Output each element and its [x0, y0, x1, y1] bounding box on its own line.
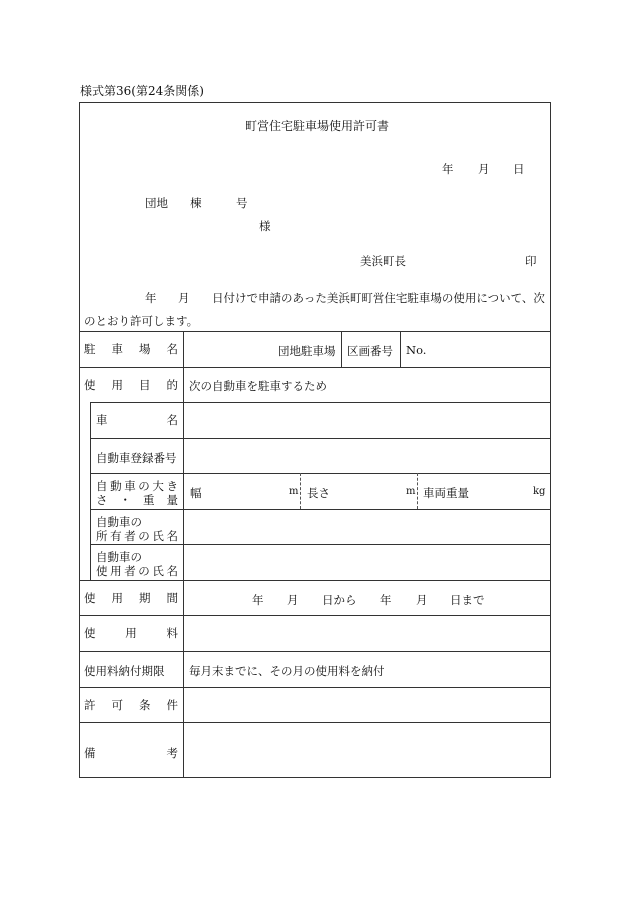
- period-end-day: 日まで: [450, 593, 485, 607]
- issuer-seal: 印: [525, 254, 537, 268]
- purpose-label: 使 用 目 的: [84, 377, 178, 392]
- section-number-value: No.: [406, 343, 427, 357]
- owner-label-line1: 自動車の: [96, 515, 142, 529]
- applicant-danchi: 団地: [145, 196, 168, 210]
- size-label-line2: さ ・ 重 量: [96, 493, 178, 507]
- intro-month: 月: [178, 291, 190, 305]
- period-end-month: 月: [416, 593, 428, 607]
- intro-text-line1: 日付けで申請のあった美浜町町営住宅駐車場の使用について、次: [212, 291, 545, 305]
- parking-name-label: 駐 車 場 名: [84, 342, 178, 356]
- user-label-line1: 自動車の: [96, 550, 142, 564]
- car-name-label: 車 名: [96, 413, 178, 427]
- user-label-line2: 使 用 者 の 氏 名: [96, 564, 178, 578]
- width-unit: m: [289, 486, 299, 497]
- payment-deadline-label: 使用料納付期限: [84, 664, 165, 678]
- period-end-year: 年: [380, 593, 392, 607]
- document-title: 町営住宅駐車場使用許可書: [245, 119, 390, 133]
- width-label: 幅: [190, 486, 202, 500]
- period-start-month: 月: [287, 593, 299, 607]
- intro-text-line2: のとおり許可します。: [84, 314, 199, 328]
- date-year: 年: [442, 162, 454, 176]
- period-start-year: 年: [252, 593, 264, 607]
- applicant-gou: 号: [236, 196, 248, 210]
- applicant-sama: 様: [259, 219, 271, 233]
- registration-number-label: 自動車登録番号: [96, 451, 177, 465]
- purpose-value: 次の自動車を駐車するため: [189, 379, 327, 393]
- issuer-name: 美浜町長: [360, 254, 406, 268]
- weight-label: 車両重量: [423, 486, 469, 500]
- weight-unit: kg: [533, 486, 546, 497]
- applicant-tou: 棟: [190, 196, 202, 210]
- intro-year: 年: [145, 291, 157, 305]
- form-number: 様式第36(第24条関係): [80, 84, 204, 98]
- remarks-label: 備 考: [84, 746, 178, 760]
- payment-deadline-value: 毎月末までに、その月の使用料を納付: [189, 664, 385, 678]
- size-label-line1: 自 動 車 の 大 き: [96, 479, 178, 493]
- parking-name-value: 団地駐車場: [278, 344, 336, 358]
- length-label: 長さ: [307, 486, 330, 500]
- conditions-label: 許 可 条 件: [84, 697, 178, 712]
- period-start-day: 日から: [322, 593, 357, 607]
- date-month: 月: [478, 162, 490, 176]
- section-number-label: 区画番号: [347, 344, 393, 358]
- owner-label-line2: 所 有 者 の 氏 名: [96, 529, 178, 543]
- period-label: 使 用 期 間: [84, 590, 178, 605]
- length-unit: m: [406, 486, 416, 497]
- date-day: 日: [513, 162, 525, 176]
- fee-label: 使 用 料: [84, 626, 178, 640]
